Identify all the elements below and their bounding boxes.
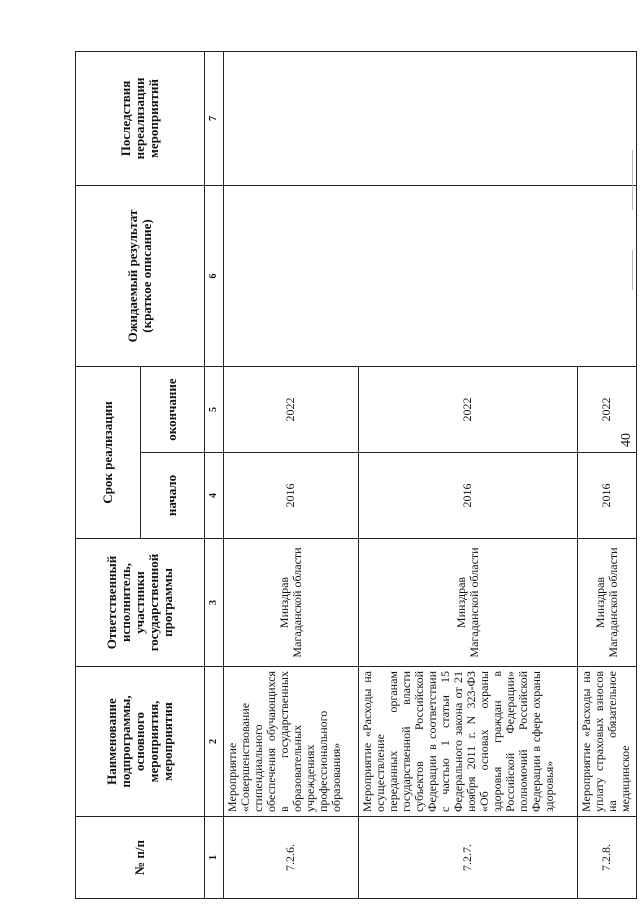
row-executor: Минздрав Магаданской области [577,539,636,667]
col-number: 6 [205,185,224,366]
col-number: 3 [205,539,224,667]
program-table [75,51,637,899]
row-end: 2022 [359,366,578,452]
header-col4: начало [140,453,205,539]
header-col7: Последствия нереализации мероприятий [76,51,205,185]
header-col6: Ожидаемый результат (краткое описание) [76,185,205,366]
result-cell [223,185,636,366]
col-number: 5 [205,366,224,452]
row-name: Мероприятие «Расходы на уплату страховых взносов на обязательное медицинское [577,667,636,817]
row-start: 2016 [577,453,636,539]
row-number: 7.2.8. [577,817,636,899]
col-number: 7 [205,51,224,185]
header-period: Срок реализации [76,366,141,538]
col-number: 2 [205,667,224,817]
table-row [223,51,358,898]
row-executor: Минздрав Магаданской области [223,539,358,667]
scan-artifact [632,150,633,210]
row-start: 2016 [223,453,358,539]
row-executor: Минздрав Магаданской области [359,539,578,667]
row-name: Мероприятие «Совершенствование стипендиального обеспечения обучающихся в государственных образовательных учреждениях профессионального образования» [223,667,358,817]
row-name: Мероприятие «Расходы на осуществление переданных органам государственной власти субъектов Российской Федерации в соответствии с частью 1 статьи 15 Федерального закона от 21 ноября 2011 г. N 323-ФЗ «Об основах охраны здоровья граждан в Российской Федерации» полномочий Российской Федерации в сфере охраны здоровья» [359,667,578,817]
column-number-row [205,51,224,898]
header-col5: окончание [140,366,205,452]
consequence-cell [223,51,636,185]
row-end: 2022 [577,366,636,452]
col-number: 1 [205,817,224,899]
col-number: 4 [205,453,224,539]
row-end: 2022 [223,366,358,452]
scan-artifact [632,250,633,290]
header-col3: Ответственный исполнитель, участники государственной программы [76,539,205,667]
row-number: 7.2.6. [223,817,358,899]
table-container [75,52,637,899]
page-number: 40 [619,433,634,447]
rotated-table-area [75,52,637,899]
header-row-1 [76,51,141,898]
header-col1: № п/п [76,817,205,899]
row-number: 7.2.7. [359,817,578,899]
header-col2: Наименование подпрограммы, основного мероприятия, мероприятия [76,667,205,817]
row-start: 2016 [359,453,578,539]
